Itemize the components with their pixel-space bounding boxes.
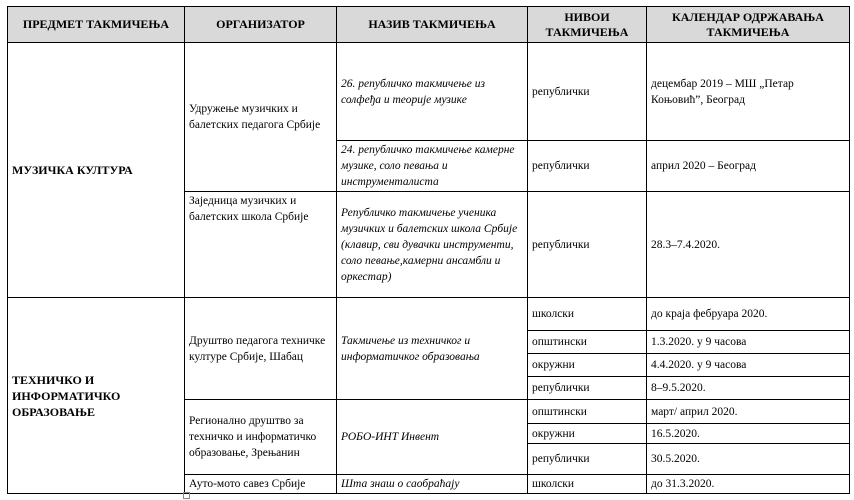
organizer-cell: Удружење музичких и балетских педагога Србије bbox=[185, 43, 337, 192]
level-cell: републички bbox=[528, 192, 647, 298]
header-level: НИВОИ ТАКМИЧЕЊА bbox=[528, 7, 647, 43]
header-calendar: КАЛЕНДАР ОДРЖАВАЊА ТАКМИЧЕЊА bbox=[647, 7, 850, 43]
date-cell: 4.4.2020. у 9 часова bbox=[647, 354, 850, 377]
date-cell: до краја фебруара 2020. bbox=[647, 298, 850, 331]
subject-music: МУЗИЧКА КУЛТУРА bbox=[8, 43, 185, 298]
level-cell: републички bbox=[528, 377, 647, 400]
competition-name: Републичко такмичење ученика музичких и балетских школа Србије (клавир, сви дувачки инструменти, соло певање,камерни ансамбли и оркестар) bbox=[337, 192, 528, 298]
organizer-cell: Друштво педагога техничке културе Србије, Шабац bbox=[185, 298, 337, 400]
organizer-cell: Ауто-мото савез Србије bbox=[185, 475, 337, 494]
header-subject: ПРЕДМЕТ ТАКМИЧЕЊА bbox=[8, 7, 185, 43]
competition-name: 24. републичко такмичење камерне музике, соло певања и инструменталиста bbox=[337, 141, 528, 192]
competition-name: Шта знаш о саобраћају bbox=[337, 475, 528, 494]
competition-table bbox=[7, 6, 850, 494]
competition-name: РОБО-ИНТ Инвент bbox=[337, 400, 528, 475]
date-cell: април 2020 – Београд bbox=[647, 141, 850, 192]
level-cell: републички bbox=[528, 43, 647, 141]
organizer-cell: Заједница музичких и балетских школа Србије bbox=[185, 192, 337, 298]
level-cell: окружни bbox=[528, 354, 647, 377]
date-cell: 1.3.2020. у 9 часова bbox=[647, 331, 850, 354]
level-cell: републички bbox=[528, 141, 647, 192]
competition-name: Такмичење из техничког и информатичког образовања bbox=[337, 298, 528, 400]
competition-name: 26. републичко такмичење из солфеђа и теорије музике bbox=[337, 43, 528, 141]
header-row bbox=[8, 7, 850, 43]
level-cell: општински bbox=[528, 400, 647, 424]
table-row bbox=[8, 298, 850, 331]
level-cell: школски bbox=[528, 298, 647, 331]
date-cell: 28.3–7.4.2020. bbox=[647, 192, 850, 298]
organizer-cell: Регионално друштво за техничко и информатичко образовање, Зрењанин bbox=[185, 400, 337, 475]
table-row bbox=[8, 43, 850, 141]
header-organizer: ОРГАНИЗАТОР bbox=[185, 7, 337, 43]
subject-tech: ТЕХНИЧКО И ИНФОРМАТИЧКО ОБРАЗОВАЊЕ bbox=[8, 298, 185, 494]
level-cell: окружни bbox=[528, 424, 647, 444]
date-cell: 16.5.2020. bbox=[647, 424, 850, 444]
level-cell: општински bbox=[528, 331, 647, 354]
date-cell: март/ април 2020. bbox=[647, 400, 850, 424]
date-cell: 8–9.5.2020. bbox=[647, 377, 850, 400]
date-cell: децембар 2019 – МШ „Петар Коњовић”, Београд bbox=[647, 43, 850, 141]
level-cell: школски bbox=[528, 475, 647, 494]
level-cell: републички bbox=[528, 444, 647, 475]
header-name: НАЗИВ ТАКМИЧЕЊА bbox=[337, 7, 528, 43]
date-cell: до 31.3.2020. bbox=[647, 475, 850, 494]
paragraph-mark bbox=[183, 492, 190, 499]
date-cell: 30.5.2020. bbox=[647, 444, 850, 475]
